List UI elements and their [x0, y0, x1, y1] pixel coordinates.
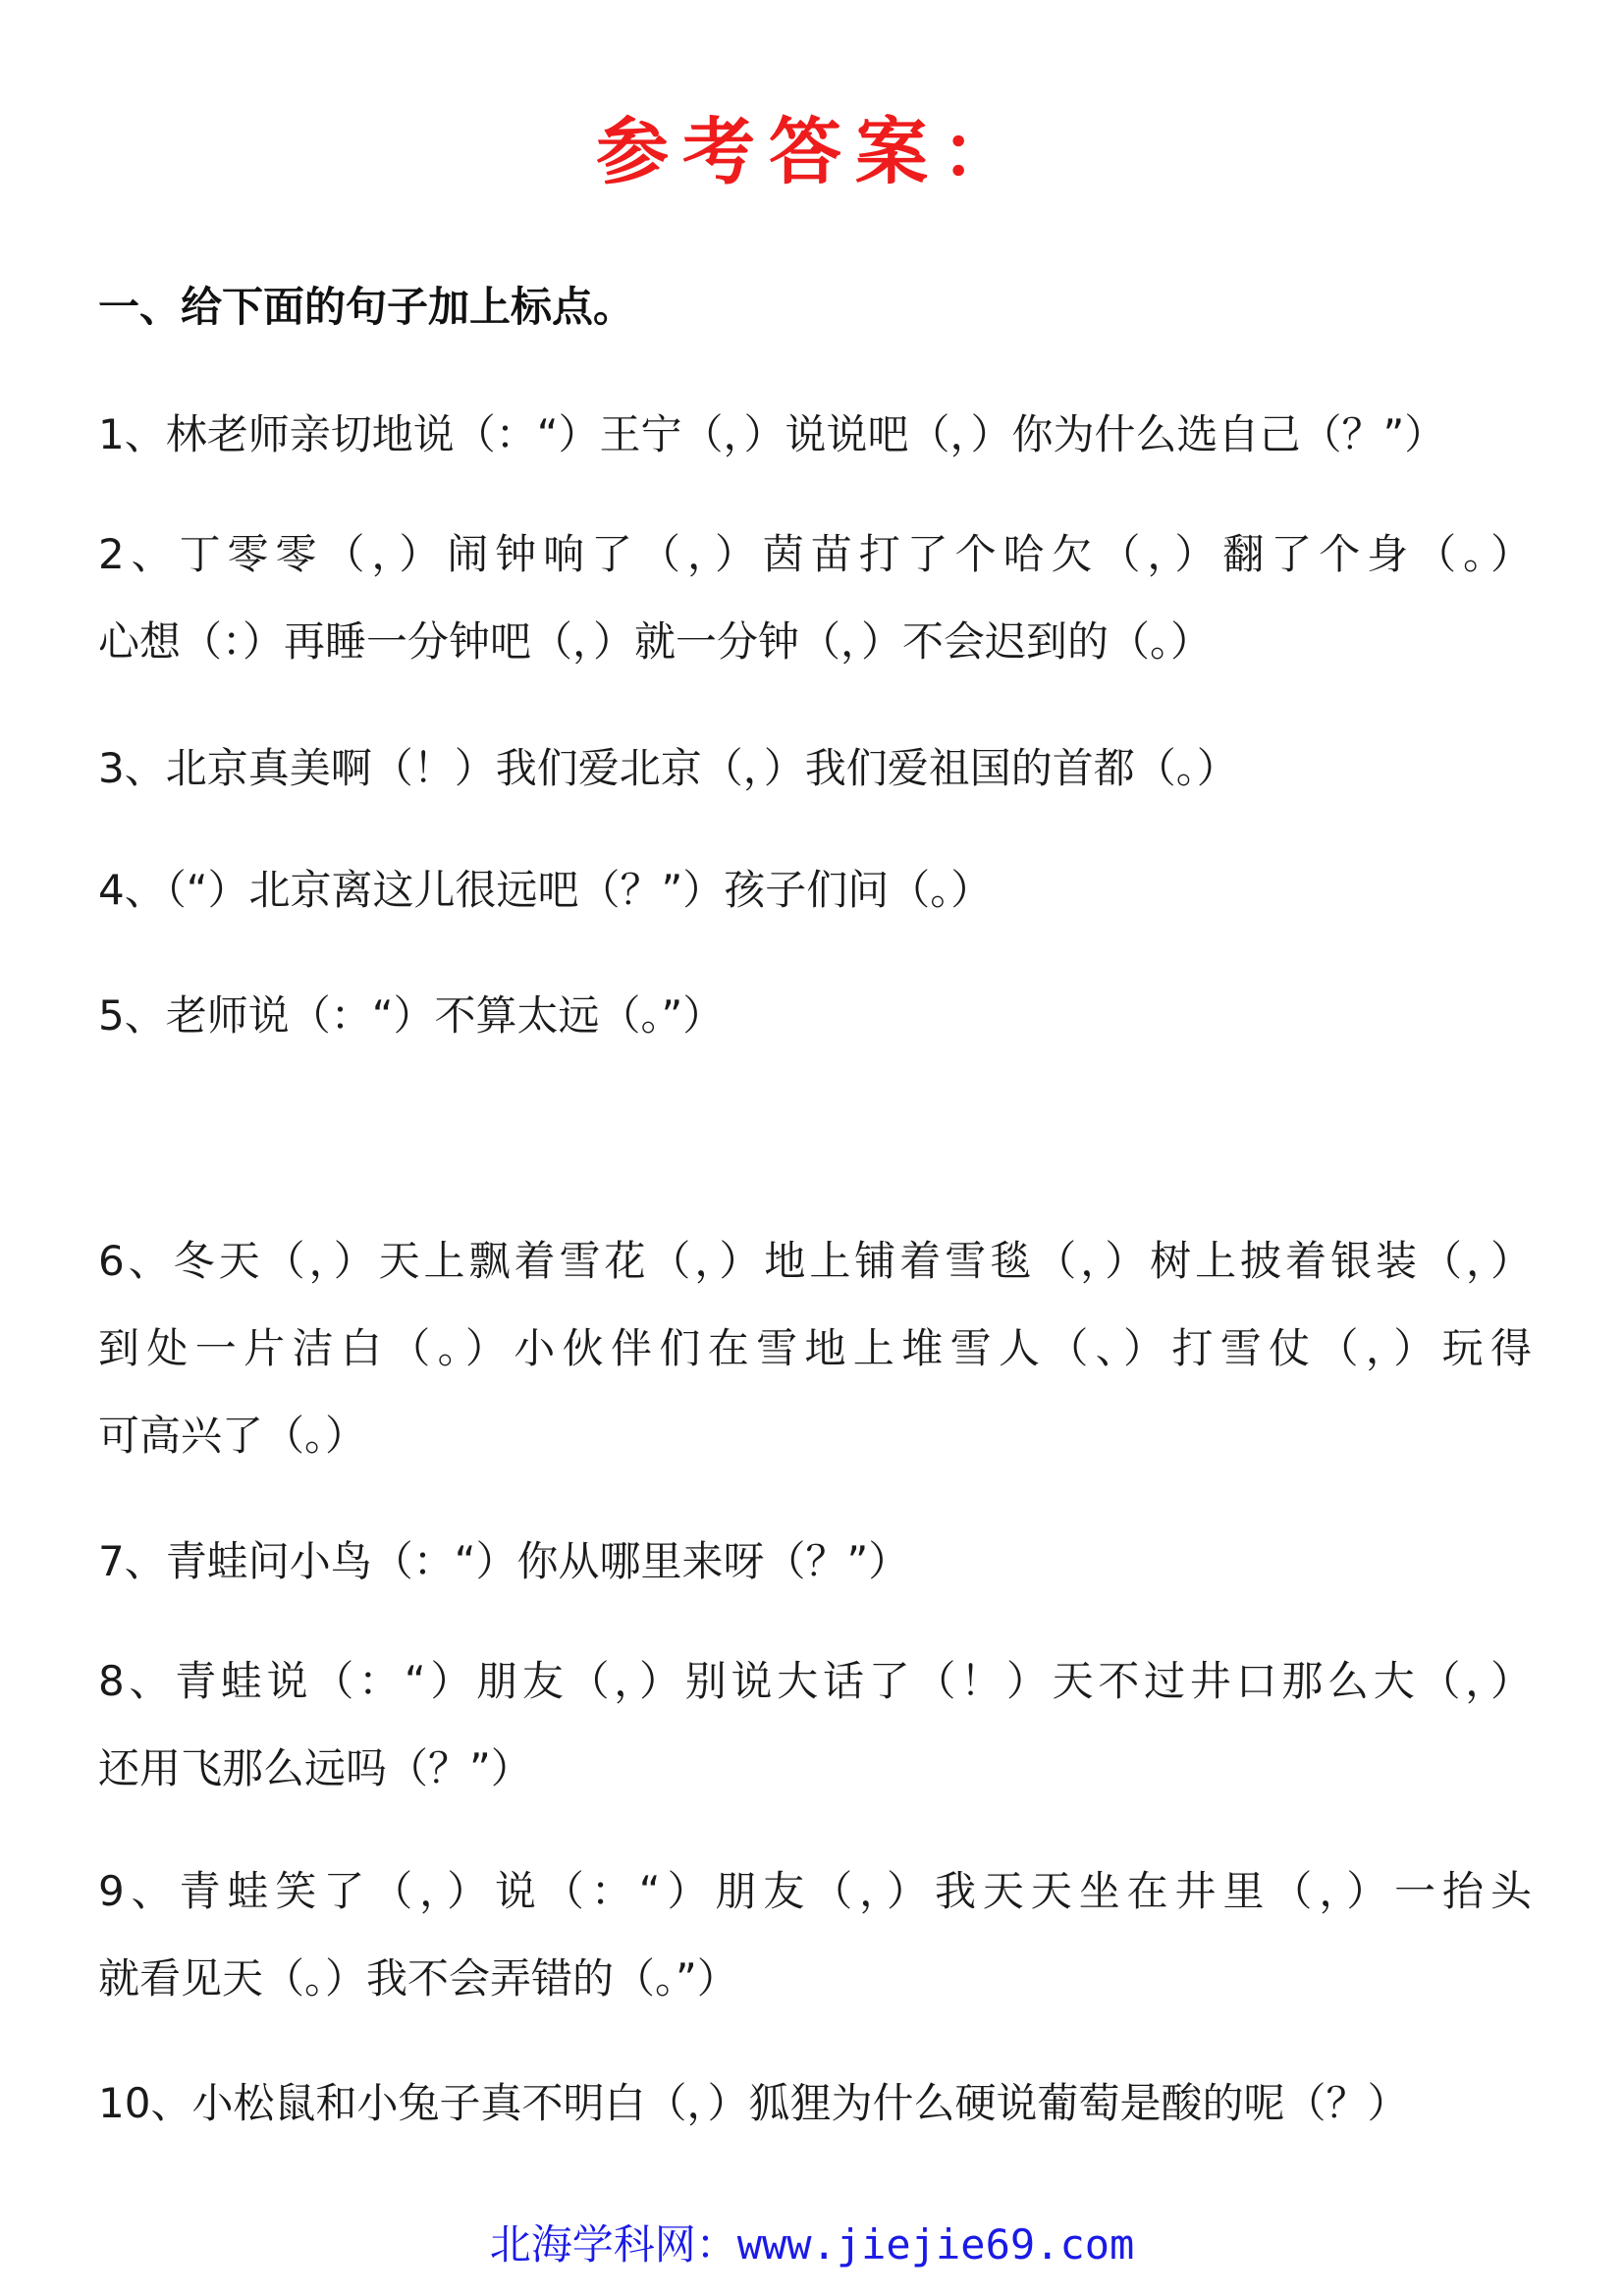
answer-item-6 — [98, 1217, 1532, 1479]
footer-url-link[interactable]: www.jiejie69.com — [736, 2220, 1135, 2269]
answer-item-7 — [98, 1518, 1532, 1605]
answer-item-8 — [98, 1637, 1532, 1812]
answer-line: 心想（：）再睡一分钟吧（，）就一分钟（，）不会迟到的（。） — [98, 617, 1213, 666]
answer-line: 6、冬天（，）天上飘着雪花（，）地上铺着雪毯（，）树上披着银装（，） — [98, 1237, 1532, 1285]
footer-site-name: 北海学科网： — [489, 2220, 737, 2269]
answer-item-3 — [98, 724, 1532, 812]
answer-line: 可高兴了（。） — [98, 1412, 367, 1460]
answer-line: 7、青蛙问小鸟（：“）你从哪里来呀（？”） — [98, 1537, 910, 1585]
answer-item-9 — [98, 1847, 1532, 2022]
answer-line: 3、北京真美啊（！）我们爱北京（，）我们爱祖国的首都（。） — [98, 744, 1238, 792]
section-heading: 一、给下面的句子加上标点。 — [98, 283, 635, 331]
answer-line: 4、（“）北京离这儿很远吧（？”）孩子们问（。） — [98, 866, 993, 914]
answer-item-1 — [98, 391, 1532, 478]
answer-item-4 — [98, 846, 1532, 934]
answer-line: 8、青蛙说（：“）朋友（，）别说大话了（！）天不过井口那么大（，） — [98, 1657, 1532, 1705]
answer-line: 10、小松鼠和小兔子真不明白（，）狐狸为什么硬说葡萄是酸的呢（？） — [98, 2079, 1409, 2127]
answer-line: 还用飞那么远吗（？”） — [98, 1744, 532, 1792]
page-title: 参考答案： — [596, 110, 1028, 194]
answer-line: 5、老师说（：“）不算太远（。”） — [98, 991, 725, 1040]
answer-line: 到处一片洁白（。）小伙伴们在雪地上堆雪人（、）打雪仗（，）玩得 — [98, 1324, 1532, 1372]
answer-item-5 — [98, 972, 1532, 1059]
answer-line: 2、丁零零（，）闹钟响了（，）茵苗打了个哈欠（，）翻了个身（。） — [98, 530, 1532, 578]
answer-item-2 — [98, 510, 1532, 685]
answer-line: 1、林老师亲切地说（：“）王宁（，）说说吧（，）你为什么选自己（？”） — [98, 410, 1446, 458]
answer-item-10 — [98, 2059, 1532, 2147]
footer-watermark — [0, 2220, 1624, 2269]
answer-line: 9、青蛙笑了（，）说（：“）朋友（，）我天天坐在井里（，）一抬头 — [98, 1867, 1532, 1915]
answer-line: 就看见天（。）我不会弄错的（。”） — [98, 1954, 738, 2002]
